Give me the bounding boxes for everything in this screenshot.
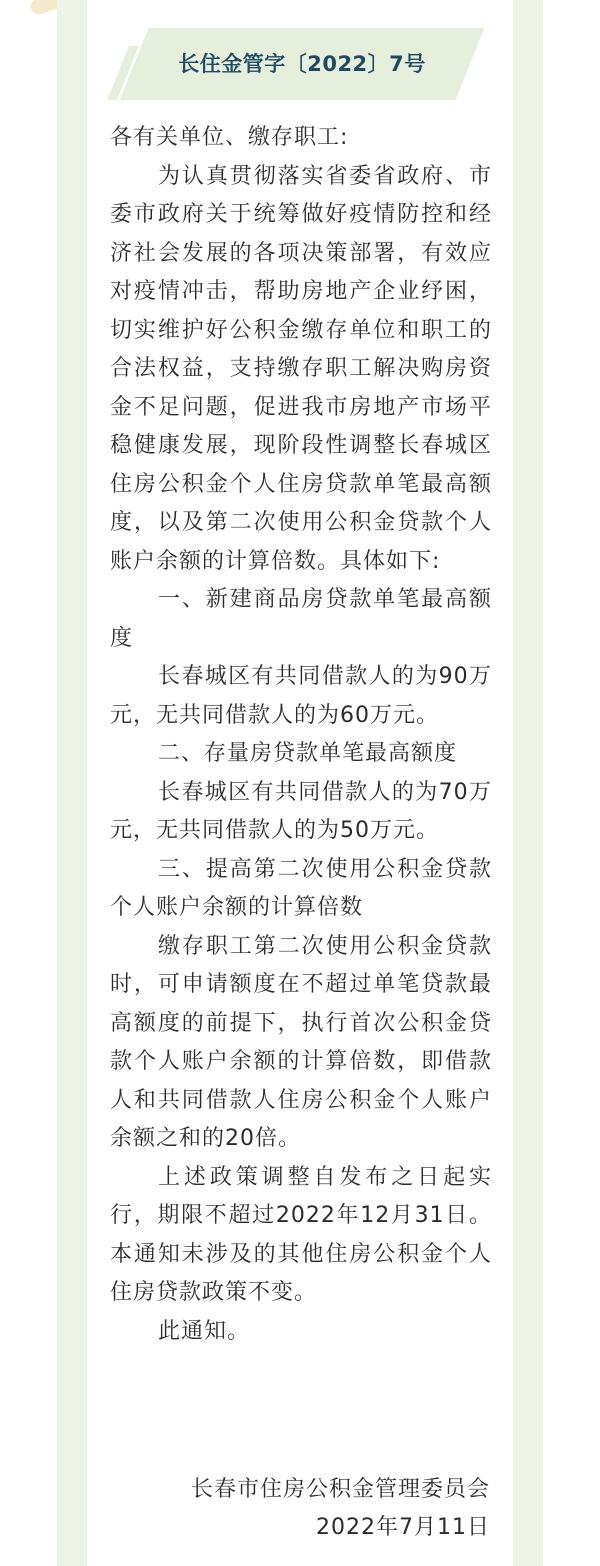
new-housing-limit-paragraph: 长春城区有共同借款人的为90万元，无共同借款人的为60万元。 xyxy=(110,664,492,728)
signature-block xyxy=(110,1471,490,1547)
multiplier-paragraph: 缴存职工第二次使用公积金贷款时，可申请额度在不超过单笔贷款最高额度的前提下，执行首次公积金贷款个人账户余额的计算倍数，即借款人和共同借款人住房公积金个人账户余额之和的20倍。 xyxy=(110,933,492,1151)
section-heading-existing-housing: 二、存量房贷款单笔最高额度 xyxy=(158,741,458,766)
notice-body xyxy=(110,119,492,1351)
closing-line: 此通知。 xyxy=(158,1318,251,1344)
section-heading-multiplier: 三、提高第二次使用公积金贷款个人账户余额的计算倍数 xyxy=(110,856,492,920)
signing-organization: 长春市住房公积金管理委员会 xyxy=(190,1477,490,1502)
signing-date: 2022年7月11日 xyxy=(316,1515,490,1540)
existing-housing-limit-paragraph: 长春城区有共同借款人的为70万元，无共同借款人的为50万元。 xyxy=(110,779,492,843)
salutation: 各有关单位、缴存职工: xyxy=(110,125,349,150)
section-heading-new-housing: 一、新建商品房贷款单笔最高额度 xyxy=(110,587,492,651)
effective-period-paragraph: 上述政策调整自发布之日起实行，期限不超过2022年12月31日。本通知未涉及的其他住房公积金个人住房贷款政策不变。 xyxy=(110,1164,492,1305)
document-number: 长住金管字〔2022〕7号 xyxy=(178,52,426,76)
intro-paragraph: 为认真贯彻落实省委省政府、市委市政府关于统筹做好疫情防控和经济社会发展的各项决策部署，有效应对疫情冲击，帮助房地产企业纾困，切实维护好公积金缴存单位和职工的合法权益，支持缴存职工解决购房资金不足问题，促进我市房地产市场平稳健康发展，现阶段性调整长春城区住房公积金个人住房贷款单笔最高额度，以及第二次使用公积金贷款个人账户余额的计算倍数。具体如下: xyxy=(110,163,492,574)
